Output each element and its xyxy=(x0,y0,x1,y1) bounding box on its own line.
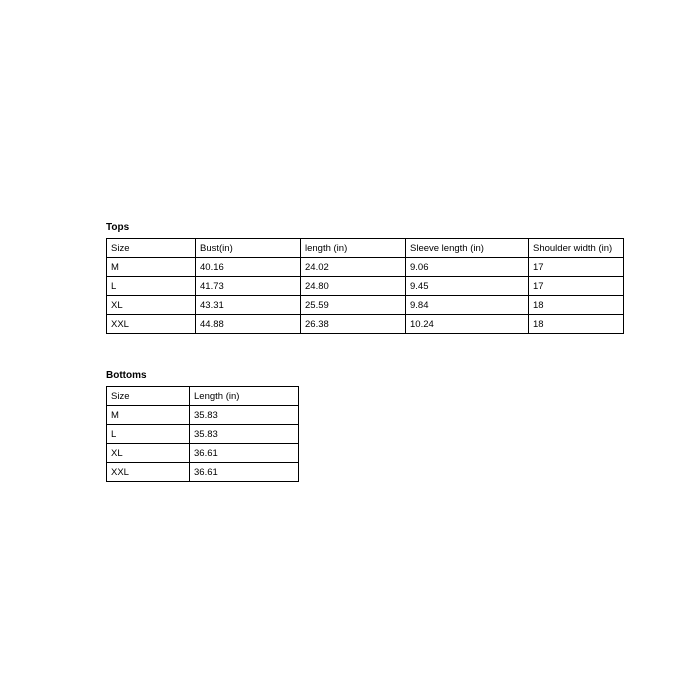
cell-shoulder-width: 18 xyxy=(529,315,624,334)
cell-size: XXL xyxy=(107,315,196,334)
tops-section-title: Tops xyxy=(106,222,130,233)
bottoms-section-title: Bottoms xyxy=(106,370,147,381)
cell-length: 24.02 xyxy=(301,258,406,277)
cell-bust: 43.31 xyxy=(196,296,301,315)
column-header-length: length (in) xyxy=(301,239,406,258)
cell-sleeve-length: 9.84 xyxy=(406,296,529,315)
cell-shoulder-width: 17 xyxy=(529,258,624,277)
cell-bust: 41.73 xyxy=(196,277,301,296)
cell-size: XXL xyxy=(107,463,190,482)
table-row xyxy=(107,425,299,444)
tops-size-section xyxy=(106,222,624,334)
tops-size-table xyxy=(106,238,624,334)
table-row xyxy=(107,277,624,296)
bottoms-size-section xyxy=(106,370,299,482)
cell-size: XL xyxy=(107,296,196,315)
cell-length: 25.59 xyxy=(301,296,406,315)
column-header-size: Size xyxy=(107,387,190,406)
cell-size: M xyxy=(107,258,196,277)
cell-length: 35.83 xyxy=(190,406,299,425)
cell-size: XL xyxy=(107,444,190,463)
table-row xyxy=(107,463,299,482)
cell-shoulder-width: 18 xyxy=(529,296,624,315)
cell-sleeve-length: 10.24 xyxy=(406,315,529,334)
cell-sleeve-length: 9.45 xyxy=(406,277,529,296)
bottoms-size-table xyxy=(106,386,299,482)
cell-length: 24.80 xyxy=(301,277,406,296)
column-header-bust: Bust(in) xyxy=(196,239,301,258)
table-row xyxy=(107,258,624,277)
column-header-length: Length (in) xyxy=(190,387,299,406)
table-header-row xyxy=(107,239,624,258)
cell-length: 36.61 xyxy=(190,463,299,482)
cell-length: 35.83 xyxy=(190,425,299,444)
cell-size: M xyxy=(107,406,190,425)
table-row xyxy=(107,444,299,463)
column-header-size: Size xyxy=(107,239,196,258)
cell-bust: 44.88 xyxy=(196,315,301,334)
table-row xyxy=(107,315,624,334)
cell-shoulder-width: 17 xyxy=(529,277,624,296)
table-row xyxy=(107,406,299,425)
column-header-shoulder-width: Shoulder width (in) xyxy=(529,239,624,258)
cell-length: 26.38 xyxy=(301,315,406,334)
cell-size: L xyxy=(107,277,196,296)
cell-bust: 40.16 xyxy=(196,258,301,277)
cell-size: L xyxy=(107,425,190,444)
cell-length: 36.61 xyxy=(190,444,299,463)
cell-sleeve-length: 9.06 xyxy=(406,258,529,277)
column-header-sleeve-length: Sleeve length (in) xyxy=(406,239,529,258)
table-row xyxy=(107,296,624,315)
table-header-row xyxy=(107,387,299,406)
